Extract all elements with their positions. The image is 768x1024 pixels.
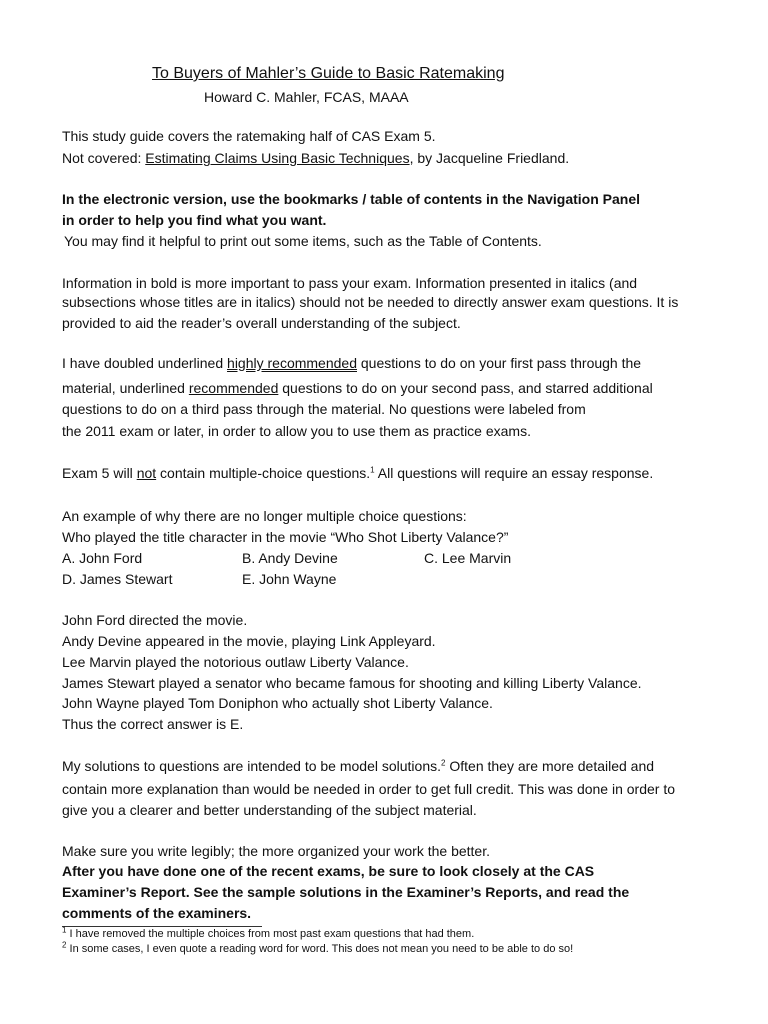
underline-para-line-3: questions to do on a third pass through the material. No questions were labeled from (62, 401, 586, 417)
bold-info-line-1: Information in bold is more important to pass your exam. Information presented in italics (and (62, 275, 638, 291)
solutions-line-1 (62, 758, 654, 775)
intro-line-2 (62, 150, 569, 167)
option-c: C. Lee Marvin (424, 550, 512, 566)
example-line-1: An example of why there are no longer multiple choice questions: (62, 508, 467, 524)
text-run: In some cases, I even quote a reading word for word. This does not mean you need to be able to do so! (66, 943, 574, 955)
option-d: D. James Stewart (62, 571, 173, 587)
examiner-bold-line-3: comments of the examiners. (62, 905, 252, 921)
text-run: Exam 5 will (62, 465, 137, 481)
option-e: E. John Wayne (242, 571, 337, 587)
answer-line-3: Lee Marvin played the notorious outlaw Liberty Valance. (62, 654, 409, 670)
electronic-bold-line-2: in order to help you find what you want. (62, 212, 327, 228)
bold-info-line-2: subsections whose titles are in italics) should not be needed to directly answer exam questions. It is (62, 294, 679, 310)
intro-suffix: , by Jacqueline Friedland. (409, 150, 570, 166)
answer-line-6: Thus the correct answer is E. (62, 716, 244, 732)
text-run: contain multiple-choice questions. (156, 465, 371, 481)
underline-para-line-2 (62, 380, 653, 397)
page-title: To Buyers of Mahler’s Guide to Basic Ratemaking (152, 65, 505, 82)
solutions-line-3: give you a clearer and better understanding of the subject material. (62, 802, 477, 818)
text-run: material, underlined (62, 380, 189, 396)
text-run: questions to do on your first pass through the (357, 355, 642, 371)
author-line: Howard C. Mahler, FCAS, MAAA (204, 89, 409, 105)
footnote-marker-2: 2 (62, 940, 67, 950)
highly-recommended-text: highly recommended (227, 355, 357, 371)
footnote-divider (62, 926, 262, 927)
option-b: B. Andy Devine (242, 550, 338, 566)
not-text: not (136, 465, 157, 481)
bold-info-line-3: provided to aid the reader’s overall understanding of the subject. (62, 315, 461, 331)
answer-line-2: Andy Devine appeared in the movie, playing Link Appleyard. (62, 633, 436, 649)
text-run: I have doubled underlined (62, 355, 228, 371)
electronic-line-3: You may find it helpful to print out some items, such as the Table of Contents. (64, 233, 542, 249)
option-a: A. John Ford (62, 550, 143, 566)
footnote-1 (62, 925, 475, 941)
examiner-bold-line-1: After you have done one of the recent exams, be sure to look closely at the CAS (62, 863, 595, 879)
examiner-bold-line-2: Examiner’s Report. See the sample solutions in the Examiner’s Reports, and read the (62, 884, 630, 900)
answer-line-1: John Ford directed the movie. (62, 612, 248, 628)
footnote-2 (62, 940, 574, 956)
text-run: Often they are more detailed and (445, 758, 655, 774)
legibly-line: Make sure you write legibly; the more organized your work the better. (62, 843, 490, 859)
footnote-ref-2: 2 (441, 758, 446, 768)
answer-line-4: James Stewart played a senator who became famous for shooting and killing Liberty Valance. (62, 675, 642, 691)
underline-para-line-4: the 2011 exam or later, in order to allow you to use them as practice exams. (62, 423, 531, 439)
text-run: questions to do on your second pass, and starred additional (278, 380, 653, 396)
intro-prefix: Not covered: (62, 150, 146, 166)
footnote-ref-1: 1 (370, 465, 375, 475)
solutions-line-2: contain more explanation than would be needed in order to get full credit. This was done in order to (62, 781, 676, 797)
text-run: My solutions to questions are intended to be model solutions. (62, 758, 442, 774)
intro-line-1: This study guide covers the ratemaking half of CAS Exam 5. (62, 128, 436, 144)
underline-para-line-1 (62, 355, 641, 372)
recommended-text: recommended (188, 380, 279, 396)
not-covered-title: Estimating Claims Using Basic Techniques (145, 150, 410, 166)
answer-line-5: John Wayne played Tom Doniphon who actually shot Liberty Valance. (62, 695, 493, 711)
example-line-2: Who played the title character in the movie “Who Shot Liberty Valance?” (62, 529, 509, 545)
text-run: I have removed the multiple choices from most past exam questions that had them. (66, 928, 475, 940)
electronic-bold-line-1: In the electronic version, use the bookmarks / table of contents in the Navigation Panel (62, 191, 641, 207)
exam5-line (62, 465, 653, 482)
text-run: All questions will require an essay response. (374, 465, 654, 481)
footnote-marker-1: 1 (62, 925, 67, 935)
